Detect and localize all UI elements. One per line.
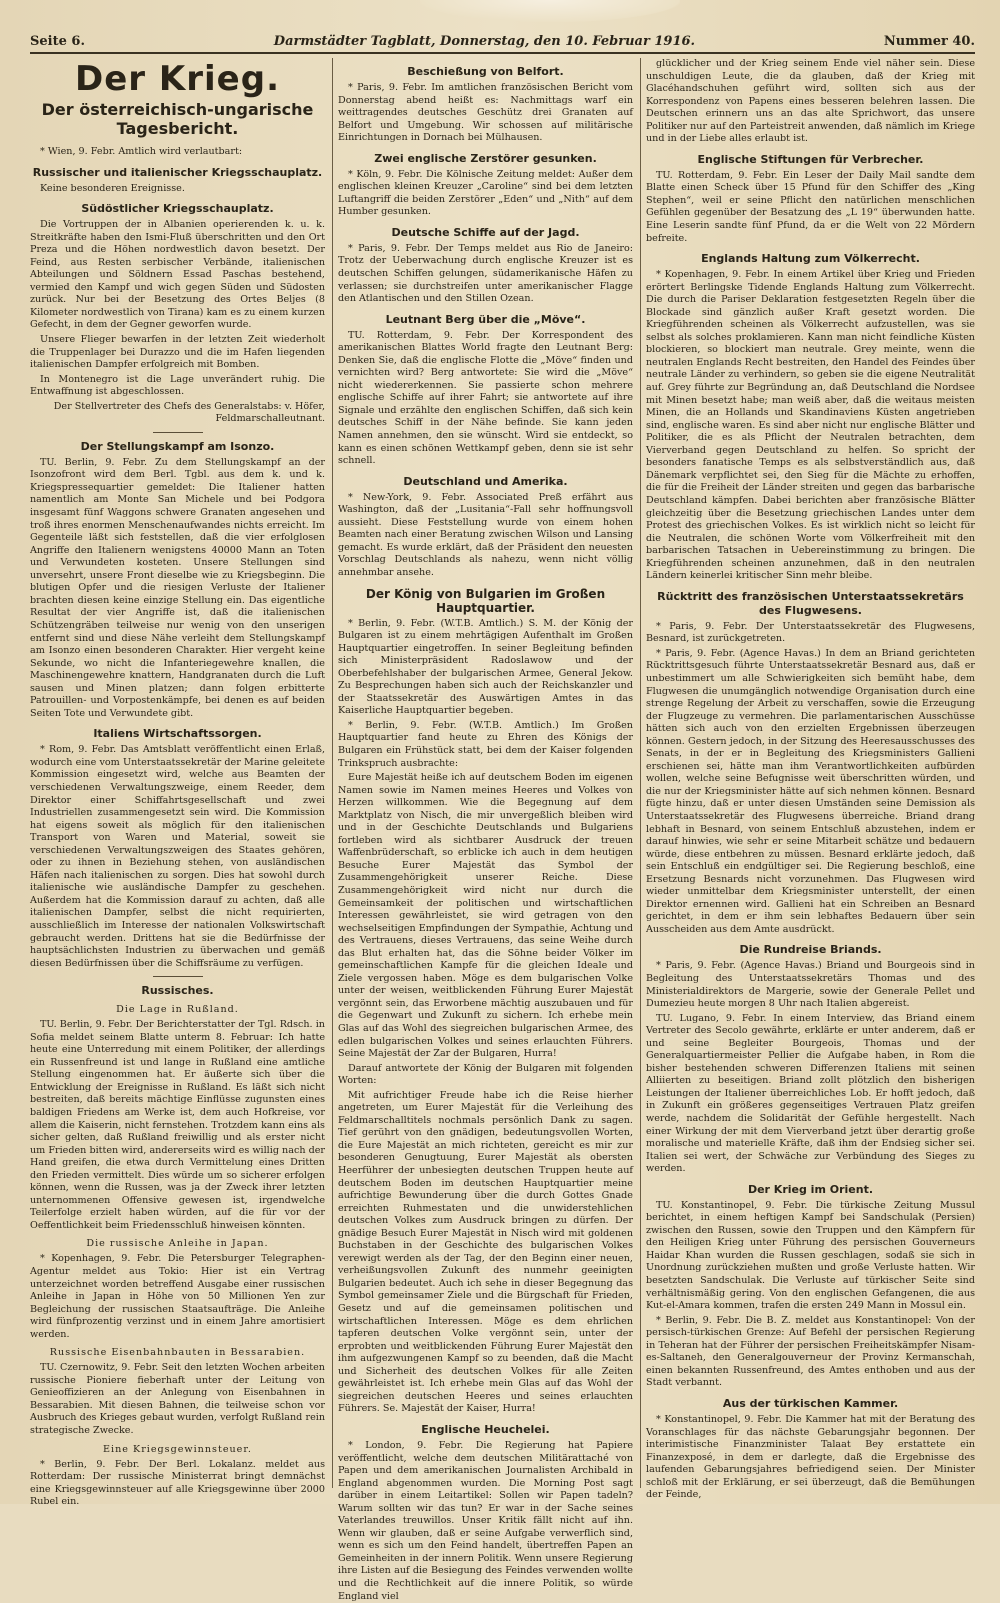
paper-tear	[420, 0, 680, 22]
article-text: TU. Rotterdam, 9. Febr. Der Korrespondent des amerikanischen Blattes World fragte den Leutnant Berg: Denken Sie, daß die englische Flotte die „Möve“ finden und vernichten wird? Berg antwortete: Sie wird die „Möve“ nicht wiedererkennen. Sie passierte schon mehrere englische Schiffe auf ihrer Fahrt; sie antwortete auf ihre Signale und erzählte den englischen Schiffen, daß sich kein deutsches Schiff in der Nähe befinde. Sie kann jeden Namen annehmen, den sie wünscht. Wird sie entdeckt, so kann es einen schönen Wettkampf geben, denn sie ist sehr schnell.	[338, 329, 633, 467]
article-text: * Berlin, 9. Febr. (W.T.B. Amtlich.) Im Großen Hauptquartier fand heute zu Ehren des Königs der Bulgaren ein Frühstück statt, bei dem der Kaiser folgenden Trinkspruch ausbrachte:	[338, 719, 633, 769]
issue-number: Nummer 40.	[883, 33, 975, 49]
article-text: glücklicher und der Krieg seinem Ende viel näher sein. Diese unschuldigen Leute, die da glauben, daß der Krieg mit Glacéhandschuhen geführt wird, sollten sich aus der Korrespondenz von Papens eines besseren belehren lassen. Die Deutschen erinnern uns an das alte Sprichwort, das unsere Politiker nur auf den Parteistreit anwenden, daß nämlich im Kriege und in der Liebe alles erlaubt ist.	[646, 58, 975, 145]
article-text: * Kopenhagen, 9. Febr. Die Petersburger Telegraphen-Agentur meldet aus Tokio: Hier ist ein Vertrag unterzeichnet worden betreffend Ausgabe einer russischen Anleihe in Japan in Höhe von 50 Millionen Yen zur Begleichung der russischen Staatsaufträge. Die Anleihe wird fünfprozentig verzinst und in einem Jahre amortisiert werden.	[30, 1253, 325, 1340]
section-heading: Der König von Bulgarien im Großen Hauptquartier.	[365, 586, 606, 615]
article-text: TU. Berlin, 9. Febr. Zu dem Stellungskampf an der Isonzofront wird dem Berl. Tgbl. aus dem k. und k. Kriegspressequartier gemeldet: Die Italiener hatten namentlich am Monte San Michele und bei Podgora insgesamt fünf Waggons schwere Granaten angesehen und troß ihres enormen Menschenaufwandes nichts erreicht. Im Gegenteile läßt sich feststellen, daß die vier erfolglosen Angriffe den Italienern wenigstens 40000 Mann an Toten und Verwundeten kosteten. Unsere Stellungen sind unversehrt, unsere Front dieselbe wie zu Kriegsbeginn. Die blutigen Opfer und die riesigen Verluste der Italiener brachten diesen keine einzige Stellung ein. Das eigentliche Resultat der vier Angriffe ist, daß die italienischen Schützengräben teilweise nur wenig von den unserigen entfernt sind und diese Nähe verleiht dem Stellungskampf am Isonzo einen besonderen Charakter. Hier vergeht keine Sekunde, wo nicht die Infanteriegewehre knallen, die Maschinengewehre knattern, Handgranaten durch die Luft sausen und Minen platzen; dann folgen erbitterte Patrouillen- und Vorpostenkämpfe, bei denen es auf beiden Seiten Tote und Verwundete gibt.	[30, 456, 325, 719]
page-number: Seite 6.	[30, 33, 85, 49]
section-heading: Deutsche Schiffe auf der Jagd.	[391, 225, 580, 239]
column-3	[646, 58, 975, 1501]
article-text: Darauf antwortete der König der Bulgaren mit folgenden Worten:	[338, 1062, 633, 1087]
section-heading: Italiens Wirtschaftssorgen.	[93, 727, 262, 741]
article-text: * New-York, 9. Febr. Associated Preß erfährt aus Washington, daß der „Lusitania“-Fall sehr hoffnungsvoll aussieht. Diese Feststellung wurde von einem hohen Beamten nach einer Beratung zwischen Wilson und Lansing gemacht. Es wurde erklärt, daß der Präsident den neuesten Vorschlag Deutschlands als nahezu, wenn nicht völlig annehmbar ansehe.	[338, 491, 633, 578]
article-text: * Köln, 9. Febr. Die Kölnische Zeitung meldet: Außer dem englischen kleinen Kreuzer „Caroline“ sind bei dem letzten Luftangriff die beiden Zerstörer „Eden“ und „Nith“ auf dem Humber gesunken.	[338, 168, 633, 218]
article-text: * Rom, 9. Febr. Das Amtsblatt veröffentlicht einen Erlaß, wodurch eine vom Unterstaatssekretär der Marine geleitete Kommission eingesetzt wird, welche aus Beamten der verschiedenen Verwaltungszweige, einem Reeder, dem Direktor einer Schiffahrtsgesellschaft und zwei Industriellen zusammengesetzt sein wird. Die Kommission hat eigens soweit als möglich für den italienischen Transport von Waren und Material, soweit sie verschiedenen Verwaltungszweigen des Staates gehören, oder zu ihnen in Beziehung stehen, von ausländischen Häfen nach italienischen zu sorgen. Dies hat sowohl durch italienische wie ausländische Dampfer zu geschehen. Außerdem hat die Kommission darauf zu achten, daß alle italienischen Dampfer, selbst die nicht requirierten, ausschließlich im Interesse der nationalen Volkswirtschaft gebraucht werden. Drittens hat sie die Bedürfnisse der hauptsächlichsten Industrien zu überwachen und gemäß diesen Bedürfnissen über die Schiffsräume zu verfügen.	[30, 744, 325, 969]
article-text: Die Vortruppen der in Albanien operierenden k. u. k. Streitkräfte haben den Ismi-Fluß überschritten und den Ort Preza und die Höhen nordwestlich davon besetzt. Der Feind, aus Resten serbischer Verbände, italienischen Abteilungen und Söldnern Essad Paschas bestehend, vermied den Kampf und wich gegen Süden und Südosten zurück. Nur bei der Besetzung des Ortes Beljes (8 Kilometer nordwestlich von Tirana) kam es zu einem kurzen Gefecht, in dem der Gegner geworfen wurde.	[30, 219, 325, 331]
article-text: * Paris, 9. Febr. (Agence Havas.) Briand und Bourgeois sind in Begleitung des Unterstaatssekretärs Thomas und des Ministerialdirektors de Margerie, sowie der Generale Pellet und Dumezieu heute morgen 8 Uhr nach Italien abgereist.	[646, 960, 975, 1010]
section-heading: Rücktritt des französischen Unterstaatssekretärs des Flugwesens.	[657, 589, 964, 617]
main-title: Der Krieg.	[75, 59, 280, 99]
article-text: * Kopenhagen, 9. Febr. In einem Artikel über Krieg und Frieden erörtert Berlingske Tidende Englands Haltung zum Völkerrecht. Die durch die Pariser Deklaration festgesetzten Regeln über die Blockade sind gänzlich außer Kraft gesetzt worden. Die Kriegführenden scheinen als Völkerrecht aufzustellen, was sie selbst als solches proklamieren. Kann man nicht feindliche Küsten blockieren, so blockiert man neutrale. Grey meinte, wenn die neutralen Englands Recht bestreiten, den Handel des Feindes über neutrale Länder zu verhindern, so geben sie die eigene Neutralität auf. Grey führte zur Begründung an, daß Deutschland die Nordsee mit Minen besetzt habe; man weiß aber, daß die weitaus meisten Minen, die an Hollands und Skandinaviens Küsten angetrieben sind, englische waren. Es sind aber nicht nur englische Blätter und Politiker, die es als Pflicht der Neutralen betrachten, dem Vierverband gegen Deutschland zu helfen. So spricht der besonders fanatische Temps es als selbstverständlich aus, daß Dänemark verpflichtet sei, den Sieg für die Mächte zu erhoffen, die für die Freiheit der Länder streiten und gegen das barbarische Deutschland kämpfen. Dabei berichten aber französische Blätter gleichzeitig über die Besetzung griechischen Landes unter dem Protest des griechischen Volkes. Es ist wirklich nicht so leicht für die Neutralen, die schönen Worte vom Völkerfreiheit mit den barbarischen Tatsachen in Uebereinstimmung zu bringen. Die Kriegführenden scheinen anzunehmen, daß in den neutralen Ländern keinerlei kritischer Sinn mehr bleibe.	[646, 269, 975, 582]
article-text: Mit aufrichtiger Freude habe ich die Reise hierher angetreten, um Eurer Majestät für die Verleihung des Feldmarschalltitels nochmals persönlich Dank zu sagen. Tief gerührt von den gnädigen, bedeutungsvollen Worten, die Eure Majestät an mich richteten, gereicht es mir zur besonderen Genugtuung, Eurer Majestät als obersten Heerführer der unbesiegten deutschen Truppen heute auf deutschem Boden im deutschen Hauptquartier meine aufrichtige Bewunderung über die durch Gottes Gnade erreichten Ruhmestaten und die unwiderstehlichen deutschen Volkes zum Ausdruck bringen zu dürfen. Der gnädige Besuch Eurer Majestät in Nisch wird mit goldenen Buchstaben in der Geschichte des bulgarischen Volkes verewigt werden als der Tag, der den Beginn einer neuen, verheißungsvollen Zukunft des nunmehr geeinigten Bulgarien bedeutet. Auch ich sehe in dieser Begegnung das Symbol gemeinsamer Ziele und die Bürgschaft für Frieden, Gesetz und auf die gemeinsamen politischen und wirtschaftlichen Interessen. Möge es dem ehrlichen tapferen deutschen Volke vergönnt sein, unter der erprobten und weitblickenden Führung Eurer Majestät den ihm aufgezwungenen Kampf so zu beenden, daß die Macht und Sicherheit des deutschen Volkes für alle Zeiten gewährleistet ist. Ich erhebe mein Glas auf das Wohl der siegreichen deutschen Heeres und seines erlauchten Führers. Se. Majestät der Kaiser, Hurra!	[338, 1089, 633, 1415]
section-heading: Russisches.	[141, 984, 214, 998]
newspaper-title: Darmstädter Tagblatt, Donnerstag, den 10. Februar 1916.	[273, 33, 696, 49]
article-text: TU. Berlin, 9. Febr. Der Berichterstatter der Tgl. Rdsch. in Sofia meldet seinem Blatte unterm 8. Februar: Ich hatte heute eine Unterredung mit einem Politiker, der allerdings ein Russenfreund ist und lange in Rußland eine amtliche Stellung eingenommen hat. Er äußerte sich über die Entwicklung der Ereignisse in Rußland. Es läßt sich nicht bestreiten, daß bereits mächtige Einflüsse zugunsten eines baldigen Friedens am Werke ist, dem auch Hofkreise, vor allem die Kaiserin, nicht fernstehen. Trotzdem kann eins als sicher gelten, daß Rußland freiwillig und als erster nicht um Frieden bitten wird, andererseits wird es willig nach der Hand greifen, die etwa durch Vermittelung eines Dritten den Frieden vermittelt. Dies würde um so sicherer erfolgen können, wenn die Russen, was ja der Zweck ihrer letzten unternommenen Offensive gewesen ist, irgendwelche Teilerfolge erzielt haben würden, auf die für vor der Oeffentlichkeit beim Friedensschluß hinweisen könnten.	[30, 1019, 325, 1231]
article-text: * Konstantinopel, 9. Febr. Die Kammer hat mit der Beratung des Voranschlages für das nächste Gebarungsjahr begonnen. Der interimistische Finanzminister Talaat Bey erstattete ein Finanzexposé, in dem er darlegte, daß die Ergebnisse des laufenden Gebarungsjahres befriedigend seien. Der Minister schloß mit der Erklärung, er sei überzeugt, daß die Bemühungen der Feinde,	[646, 1413, 975, 1501]
article-text: TU. Rotterdam, 9. Febr. Ein Leser der Daily Mail sandte dem Blatte einen Scheck über 15 Pfund für den Schiffer des „King Stephen“, weil er seine Pflicht den natürlichen menschlichen Gefühlen gegenüber der Besatzung des „L 19“ überwunden hatte. Eine Leserin sandte fünf Pfund, da er die Welt von 22 Mördern befreite.	[646, 169, 975, 244]
section-heading: Die Rundreise Briands.	[739, 943, 882, 957]
article-text: * Paris, 9. Febr. Im amtlichen französischen Bericht vom Donnerstag abend heißt es: Nachmittags warf ein weittragendes deutsches Geschütz drei Granaten auf Belfort und Umgebung. Wir schossen auf militärische Einrichtungen in Dornach bei Mülhausen.	[338, 82, 633, 144]
article-text: * Paris, 9. Febr. Der Unterstaatssekretär des Flugwesens, Besnard, ist zurückgetreten.	[646, 620, 975, 645]
sub-heading: Die Lage in Rußland.	[116, 1004, 239, 1016]
section-heading: Der Stellungskampf am Isonzo.	[80, 439, 275, 453]
article-text: TU. Lugano, 9. Febr. In einem Interview, das Briand einem Vertreter des Secolo gewährte, erklärte er unter anderem, daß er und seine Begleiter Bourgeois, Thomas und der Generalquartiermeister Pellier die Aufgabe haben, in Rom die bisher bestehenden schweren Differenzen Italiens mit seinen Alliierten zu beseitigen. Briand zollt plötzlich den bisherigen Leistungen der Italiener überreichliches Lob. Er hofft jedoch, daß in Zukunft ein größeres gegenseitiges Vertrauen Platz greifen werde, nachdem die Solidarität der Gefühle hergestellt. Nach einer Wirkung der mit dem Vierverband jetzt über derartig große moralische und materielle Kräfte, daß ihm der Endsieg sicher sei. Italien sei wert, der Schwäche zur Verbündung des Sieges zu werden.	[646, 1012, 975, 1175]
section-heading: Englische Heuchelei.	[421, 1422, 550, 1436]
article-text: TU. Konstantinopel, 9. Febr. Die türkische Zeitung Mussul berichtet, in einem heftigen Kampf bei Sandschulak (Persien) zwischen den Russen, sowie den Truppen und den Kämpfern für den Heiligen Krieg unter Führung des persischen Gouverneurs Haidar Khan wurden die Russen geschlagen, sodaß sie sich in Unordnung zurückziehen mußten und große Verluste hatten. Wir besetzten Sandschulak. Die Verluste auf türkischer Seite sind verhältnismäßig gering. Von den englischen Gefangenen, die aus Kut-el-Amara kommen, trafen die ersten 249 Mann in Mossul ein.	[646, 1199, 975, 1312]
section-heading: Deutschland und Amerika.	[403, 474, 568, 488]
column-rule	[640, 58, 641, 1488]
column-rule	[332, 58, 333, 1488]
section-heading: Der Krieg im Orient.	[747, 1182, 874, 1196]
masthead	[30, 30, 975, 54]
article-text: * London, 9. Febr. Die Regierung hat Papiere veröffentlicht, welche dem deutschen Militärattaché von Papen und dem amerikanischen Journalisten Archibald in England abgenommen wurden. Die Morning Post sagt darüber in einem Leitartikel: Sollen wir Papen tadeln? Warum sollten wir das tun? Er war in der Sache seines Vaterlandes treuwillos. Unser Kritik fällt nicht auf ihn. Wenn wir glauben, daß er seine Aufgabe verwerflich sind, wenn es sich um den Feind handelt, übertreffen Papen an Gemeinheiten in der innern Politik. Wenn unsere Regierung ihre Listen auf die Besiegung des Feindes verwenden wollte und die Rechtlichkeit auf die innere Politik, so würde England viel	[338, 1439, 633, 1602]
signature: Der Stellvertreter des Chefs des Generalstabs: v. Höfer, Feldmarschalleutnant.	[53, 400, 325, 425]
article-text: * Paris, 9. Febr. Der Temps meldet aus Rio de Janeiro: Trotz der Ueberwachung durch englische Kreuzer ist es deutschen Schiffen gelungen, südamerikanische Häfen zu verlassen; sie durchstreifen unter amerikanischer Flagge den Atlantischen und den Stillen Ozean.	[338, 242, 633, 305]
section-heading: Englische Stiftungen für Verbrecher.	[697, 152, 924, 166]
divider	[153, 432, 203, 433]
section-heading: Beschießung von Belfort.	[407, 65, 564, 78]
divider	[153, 976, 203, 977]
article-text: * Berlin, 9. Febr. Die B. Z. meldet aus Konstantinopel: Von der persisch-türkischen Grenze: Auf Befehl der persischen Regierung in Teheran hat der Führer der persischen Freiheitskämpfer Nisam-es-Saltaneh, den Generalgouverneur der Provinz Kermanschah, einen bekannten Russenfreund, des Amtes enthoben und aus der Stadt verbannt.	[646, 1314, 975, 1389]
article-text: TU. Czernowitz, 9. Febr. Seit den letzten Wochen arbeiten russische Pioniere fieberhaft unter der Leitung von Genieoffizieren an der Anlegung von Eisenbahnen in Bessarabien. Mit diesen Bahnen, die teilweise schon vor Ausbruch des Krieges gebaut wurden, verfolgt Rußland rein strategische Zwecke.	[30, 1362, 325, 1437]
column-2	[338, 58, 633, 1602]
sub-heading: Russische Eisenbahnbauten in Bessarabien.	[49, 1347, 306, 1359]
article-text: Keine besonderen Ereignisse.	[40, 182, 185, 194]
article-text: * Berlin, 9. Febr. Der Berl. Lokalanz. meldet aus Rotterdam: Der russische Ministerrat bringt demnächst eine Kriegsgewinnsteuer auf alle Kriegsgewinne über 2000 Rubel ein.	[30, 1458, 325, 1508]
article-text: * Berlin, 9. Febr. (W.T.B. Amtlich.) S. M. der König der Bulgaren ist zu einem mehrtägigen Aufenthalt im Großen Hauptquartier eingetroffen. In seiner Begleitung befinden sich Ministerpräsident Radoslawow und der Oberbefehlshaber der bulgarischen Armee, General Jekow. Zu Besprechungen haben sich auch der Reichskanzler und der Staatssekretär des Auswärtigen Amtes in das Kaiserliche Hauptquartier begeben.	[338, 617, 633, 717]
article-text: Unsere Flieger bewarfen in der letzten Zeit wiederholt die Truppenlager bei Durazzo und die im Hafen liegenden italienischen Dampfer erfolgreich mit Bomben.	[30, 334, 325, 371]
sub-title: Der österreichisch-ungarische Tagesbericht.	[41, 100, 314, 138]
sub-heading: Eine Kriegsgewinnsteuer.	[103, 1443, 252, 1455]
section-heading: Zwei englische Zerstörer gesunken.	[374, 151, 597, 165]
section-heading: Aus der türkischen Kammer.	[722, 1396, 899, 1410]
section-heading: Leutnant Berg über die „Möve“.	[385, 312, 586, 326]
article-text: Eure Majestät heiße ich auf deutschem Boden im eigenen Namen sowie im Namen meines Heeres und Volkes von Herzen willkommen. Wie die Begegnung auf dem Marktplatz von Nisch, die mir unvergeßlich bleiben wird und in der Geschichte Deutschlands und Bulgariens fortleben wird als sichtbarer Ausdruck der treuen Waffenbrüderschaft, so erblicke ich auch in dem heutigen Besuche Eurer Majestät das Symbol der Zusammengehörigkeit unserer Reiche. Diese Zusammengehörigkeit wird nicht nur durch die Gemeinsamkeit der politischen und wirtschaftlichen Interessen gewährleistet, sie wird getragen von den wechselseitigen Empfindungen der Sympathie, Achtung und des Vertrauens, dieses Vertrauens, das seine Weihe durch das Blut erhalten hat, das die Söhne beider Völker im gemeinschaftlichen Kampfe für die gleichen Ideale und Ziele vergossen haben. Möge es dem bulgarischen Volke unter der weisen, weitblickenden Führung Eurer Majestät vergönnt sein, das Erworbene mächtig auszubauen und für die Gegenwart und Zukunft zu sichern. Ich erhebe mein Glas auf das Wohl des siegreichen bulgarischen Armee, des edlen bulgarischen Volkes und seines erlauchten Führers. Seine Majestät der Zar der Bulgaren, Hurra!	[338, 772, 633, 1060]
article-text: * Paris, 9. Febr. (Agence Havas.) In dem an Briand gerichteten Rücktrittsgesuch führte Unterstaatssekretär Besnard aus, daß er unbestimmert um alle Schwierigkeiten sich bemüht habe, dem Flugwesen die unumgänglich notwendige Organisation durch eine strenge Regelung der Arbeit zu verschaffen, sowie die Erzeugung der Flugzeuge zu vermehren. Die parlamentarischen Ausschüsse hätten sich auch von den erzielten Ergebnissen überzeugen können. Gestern jedoch, in der Sitzung des Heeresausschusses des Senats, in der er in Begleitung des Kriegsministers Gallieni erschienen sei, hätte man ihm Verantwortlichkeiten aufbürden wollen, welche seine Befugnisse weit überschritten würden, und die nur der Kriegsminister hätte auf sich nehmen können. Besnard fügte hinzu, daß er unter diesen Umständen seine Demission als Unterstaatssekretär des Flugwesens überreiche. Briand drang lebhaft in Besnard, von seinem Entschluß abzustehen, indem er darauf hinwies, wie sehr er seine Mitarbeit schätze und bedauern würde, diese entbehren zu müssen. Besnard erklärte jedoch, daß sein Entschluß ein endgültiger sei. Die Regierung beschloß, eine Ersetzung Besnards nicht vorzunehmen. Das Flugwesen wird wieder unmittelbar dem Kriegsminister unterstellt, der einen Direktor ernennen wird. Gallieni hat ein Schreiben an Besnard gerichtet, in dem er ihm sein lebhaftes Bedauern über sein Ausscheiden aus dem Amte ausdrückt.	[646, 647, 975, 935]
column-1	[30, 58, 325, 1508]
section-heading: Englands Haltung zum Völkerrecht.	[701, 252, 920, 266]
section-heading: Südöstlicher Kriegsschauplatz.	[81, 202, 274, 216]
article-text: In Montenegro ist die Lage unverändert ruhig. Die Entwaffnung ist abgeschlossen.	[30, 373, 325, 398]
sub-heading: Die russische Anleihe in Japan.	[86, 1238, 269, 1250]
section-heading: Russischer und italienischer Kriegsschauplatz.	[32, 165, 323, 179]
article-text: * Wien, 9. Febr. Amtlich wird verlautbart:	[40, 146, 243, 157]
